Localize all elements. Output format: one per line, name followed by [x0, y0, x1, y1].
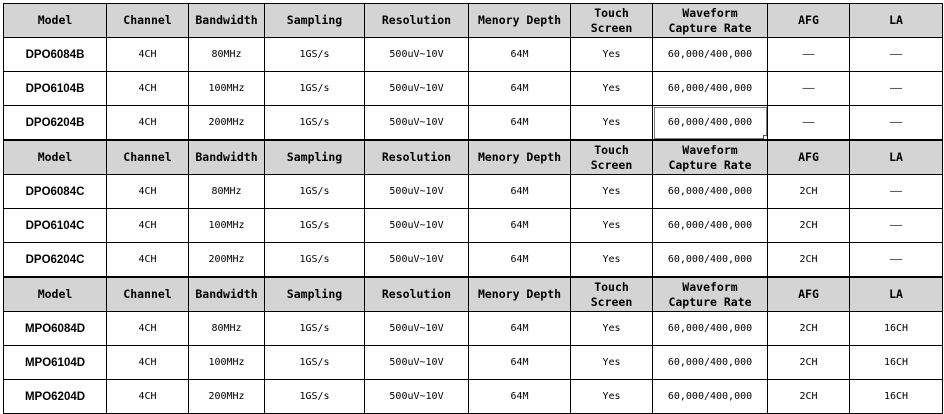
cell-channel[interactable] — [107, 72, 189, 106]
header-label: AFG — [798, 287, 819, 301]
cell-value: 4CH — [138, 49, 157, 60]
fill-handle[interactable] — [763, 135, 768, 140]
header-label: LA — [889, 150, 903, 164]
header-label: Channel — [123, 13, 172, 27]
header-touch-screen[interactable] — [571, 140, 653, 175]
cell-la[interactable] — [850, 38, 943, 72]
cell-value: 1GS/s — [299, 220, 330, 231]
cell-value: Yes — [602, 83, 621, 94]
cell-la[interactable] — [850, 346, 943, 380]
header-model[interactable] — [4, 4, 107, 38]
cell-touch-screen[interactable] — [571, 380, 653, 414]
cell-afg[interactable] — [768, 72, 850, 106]
header-channel[interactable] — [107, 4, 189, 38]
cell-value: MPO6204D — [24, 390, 86, 403]
cell-value: 1GS/s — [299, 186, 330, 197]
cell-touch-screen[interactable] — [571, 175, 653, 209]
header-label: Screen — [590, 20, 633, 35]
header-label: Channel — [123, 287, 172, 301]
cell-la[interactable] — [850, 380, 943, 414]
cell-value: 2CH — [799, 220, 818, 231]
cell-value: —— — [802, 83, 815, 94]
cell-sampling[interactable] — [265, 106, 365, 141]
cell-memory-depth[interactable] — [469, 72, 571, 106]
cell-value: 4CH — [138, 117, 157, 128]
header-afg[interactable] — [768, 4, 850, 38]
cell-value: 64M — [510, 254, 529, 265]
cell-value: 200MHz — [208, 254, 245, 265]
cell-capture-rate[interactable] — [653, 38, 768, 72]
cell-value: 1GS/s — [299, 49, 330, 60]
cell-value: 500uV~10V — [389, 220, 444, 231]
cell-channel[interactable] — [107, 243, 189, 278]
table-row — [4, 312, 943, 346]
header-label: Capture Rate — [668, 157, 752, 172]
cell-bandwidth[interactable] — [189, 346, 265, 380]
cell-value: 64M — [510, 83, 529, 94]
cell-value: 80MHz — [211, 323, 242, 334]
cell-value: 100MHz — [208, 220, 245, 231]
cell-value: 2CH — [799, 254, 818, 265]
cell-model[interactable] — [4, 312, 107, 346]
header-label: Bandwidth — [195, 287, 258, 301]
header-label: Screen — [590, 294, 633, 309]
header-afg[interactable] — [768, 140, 850, 175]
header-model[interactable] — [4, 277, 107, 312]
cell-channel[interactable] — [107, 106, 189, 141]
header-label: Sampling — [286, 13, 343, 27]
cell-la[interactable] — [850, 72, 943, 106]
cell-value: 64M — [510, 323, 529, 334]
cell-value: 500uV~10V — [389, 357, 444, 368]
cell-capture-rate[interactable] — [653, 175, 768, 209]
cell-sampling[interactable] — [265, 346, 365, 380]
cell-value: 64M — [510, 391, 529, 402]
cell-value: —— — [802, 117, 815, 128]
header-label: Menory Depth — [477, 13, 562, 27]
header-label: Touch — [594, 142, 629, 157]
header-label: Screen — [590, 157, 633, 172]
cell-value: 80MHz — [211, 49, 242, 60]
cell-value: 500uV~10V — [389, 323, 444, 334]
cell-value: 2CH — [799, 323, 818, 334]
cell-touch-screen[interactable] — [571, 312, 653, 346]
cell-value: 60,000/400,000 — [667, 49, 753, 60]
cell-value: 80MHz — [211, 186, 242, 197]
header-label: Resolution — [381, 13, 452, 27]
cell-capture-rate[interactable] — [653, 312, 768, 346]
cell-value: —— — [802, 49, 815, 60]
cell-memory-depth[interactable] — [469, 175, 571, 209]
cell-touch-screen[interactable] — [571, 243, 653, 278]
header-label: Waveform — [682, 279, 738, 294]
cell-model[interactable] — [4, 380, 107, 414]
cell-model[interactable] — [4, 72, 107, 106]
header-label: Bandwidth — [195, 150, 258, 164]
cell-channel[interactable] — [107, 175, 189, 209]
cell-la[interactable] — [850, 209, 943, 243]
cell-value: MPO6084D — [24, 322, 86, 335]
header-capture-rate[interactable] — [653, 4, 768, 38]
cell-model[interactable] — [4, 346, 107, 380]
cell-value: DPO6104C — [25, 219, 85, 232]
header-sampling[interactable] — [265, 277, 365, 312]
header-channel[interactable] — [107, 140, 189, 175]
cell-value: —— — [889, 117, 903, 128]
cell-value: 500uV~10V — [389, 254, 444, 265]
cell-sampling[interactable] — [265, 243, 365, 278]
cell-value: 200MHz — [208, 391, 245, 402]
cell-model[interactable] — [4, 175, 107, 209]
cell-model[interactable] — [4, 243, 107, 278]
cell-resolution[interactable] — [365, 209, 469, 243]
cell-capture-rate[interactable] — [653, 72, 768, 106]
cell-capture-rate[interactable] — [653, 209, 768, 243]
header-la[interactable] — [850, 277, 943, 312]
cell-bandwidth[interactable] — [189, 243, 265, 278]
cell-value: 200MHz — [208, 117, 245, 128]
header-label: LA — [889, 13, 903, 27]
cell-sampling[interactable] — [265, 72, 365, 106]
header-la[interactable] — [850, 140, 943, 175]
cell-afg[interactable] — [768, 106, 850, 141]
cell-afg[interactable] — [768, 346, 850, 380]
cell-value: DPO6204C — [25, 253, 85, 266]
cell-channel[interactable] — [107, 38, 189, 72]
cell-value: 60,000/400,000 — [667, 117, 753, 128]
cell-value: DPO6104B — [25, 82, 85, 95]
cell-value: 1GS/s — [299, 357, 330, 368]
cell-bandwidth[interactable] — [189, 106, 265, 141]
cell-resolution[interactable] — [365, 380, 469, 414]
cell-value: 2CH — [799, 391, 818, 402]
cell-value: 1GS/s — [299, 83, 330, 94]
header-memory-depth[interactable] — [469, 140, 571, 175]
cell-value: Yes — [602, 254, 621, 265]
cell-capture-rate[interactable] — [653, 106, 768, 141]
cell-value: Yes — [602, 220, 621, 231]
cell-value: 1GS/s — [299, 117, 330, 128]
cell-bandwidth[interactable] — [189, 380, 265, 414]
cell-value: 500uV~10V — [389, 186, 444, 197]
cell-resolution[interactable] — [365, 72, 469, 106]
cell-channel[interactable] — [107, 312, 189, 346]
cell-memory-depth[interactable] — [469, 106, 571, 141]
cell-bandwidth[interactable] — [189, 72, 265, 106]
cell-bandwidth[interactable] — [189, 38, 265, 72]
header-label: Sampling — [286, 287, 343, 301]
cell-value: 60,000/400,000 — [667, 254, 753, 265]
table-row — [4, 243, 943, 278]
cell-value: 2CH — [799, 186, 818, 197]
cell-channel[interactable] — [107, 380, 189, 414]
cell-value: 2CH — [799, 357, 818, 368]
header-touch-screen[interactable] — [571, 277, 653, 312]
cell-value: 4CH — [138, 186, 157, 197]
header-label: Model — [37, 150, 73, 164]
header-label: AFG — [798, 13, 819, 27]
cell-value: 16CH — [883, 357, 909, 368]
header-resolution[interactable] — [365, 277, 469, 312]
cell-sampling[interactable] — [265, 209, 365, 243]
header-label: Resolution — [381, 150, 452, 164]
cell-memory-depth[interactable] — [469, 243, 571, 278]
cell-model[interactable] — [4, 106, 107, 141]
cell-afg[interactable] — [768, 38, 850, 72]
cell-afg[interactable] — [768, 380, 850, 414]
cell-value: 100MHz — [208, 357, 245, 368]
cell-model[interactable] — [4, 209, 107, 243]
cell-capture-rate[interactable] — [653, 380, 768, 414]
cell-value: 60,000/400,000 — [667, 357, 753, 368]
table-row — [4, 175, 943, 209]
cell-touch-screen[interactable] — [571, 38, 653, 72]
cell-memory-depth[interactable] — [469, 38, 571, 72]
cell-sampling[interactable] — [265, 312, 365, 346]
cell-sampling[interactable] — [265, 38, 365, 72]
header-label: LA — [889, 287, 903, 301]
header-memory-depth[interactable] — [469, 277, 571, 312]
header-label: Touch — [594, 279, 629, 294]
cell-value: 4CH — [138, 220, 157, 231]
header-resolution[interactable] — [365, 140, 469, 175]
table-row — [4, 346, 943, 380]
cell-memory-depth[interactable] — [469, 209, 571, 243]
cell-value: 4CH — [138, 83, 157, 94]
cell-value: 500uV~10V — [389, 49, 444, 60]
spec-table — [3, 3, 943, 414]
header-label: Capture Rate — [668, 294, 752, 309]
cell-resolution[interactable] — [365, 243, 469, 278]
cell-la[interactable] — [850, 106, 943, 141]
cell-resolution[interactable] — [365, 106, 469, 141]
header-label: Resolution — [381, 287, 452, 301]
cell-value: 64M — [510, 186, 529, 197]
cell-afg[interactable] — [768, 175, 850, 209]
cell-touch-screen[interactable] — [571, 72, 653, 106]
cell-value: 60,000/400,000 — [667, 186, 753, 197]
cell-value: 100MHz — [208, 83, 245, 94]
header-label: Bandwidth — [195, 13, 258, 27]
cell-value: 4CH — [138, 254, 157, 265]
header-label: Channel — [123, 150, 172, 164]
cell-afg[interactable] — [768, 209, 850, 243]
cell-value: 1GS/s — [299, 323, 330, 334]
cell-resolution[interactable] — [365, 346, 469, 380]
cell-value: Yes — [602, 391, 621, 402]
cell-value: 1GS/s — [299, 391, 330, 402]
header-resolution[interactable] — [365, 4, 469, 38]
cell-value: 1GS/s — [299, 254, 330, 265]
header-label: Menory Depth — [477, 150, 562, 164]
header-label: Model — [37, 287, 73, 301]
cell-value: Yes — [602, 186, 621, 197]
cell-value: 64M — [510, 357, 529, 368]
cell-resolution[interactable] — [365, 312, 469, 346]
table-row — [4, 209, 943, 243]
cell-value: MPO6104D — [24, 356, 86, 369]
header-sampling[interactable] — [265, 4, 365, 38]
cell-value: Yes — [602, 323, 621, 334]
header-row — [4, 277, 943, 312]
header-sampling[interactable] — [265, 140, 365, 175]
cell-value: 60,000/400,000 — [667, 391, 753, 402]
spec-table-body — [4, 4, 943, 414]
cell-value: 4CH — [138, 323, 157, 334]
header-row — [4, 4, 943, 38]
header-capture-rate[interactable] — [653, 277, 768, 312]
cell-value: Yes — [602, 357, 621, 368]
cell-value: —— — [889, 83, 903, 94]
cell-touch-screen[interactable] — [571, 209, 653, 243]
header-bandwidth[interactable] — [189, 4, 265, 38]
cell-value: DPO6084B — [25, 48, 85, 61]
cell-bandwidth[interactable] — [189, 175, 265, 209]
cell-memory-depth[interactable] — [469, 380, 571, 414]
header-label: Sampling — [286, 150, 343, 164]
cell-sampling[interactable] — [265, 175, 365, 209]
cell-value: 4CH — [138, 391, 157, 402]
cell-capture-rate[interactable] — [653, 346, 768, 380]
cell-value: 500uV~10V — [389, 83, 444, 94]
cell-value: 60,000/400,000 — [667, 83, 753, 94]
header-label: Menory Depth — [477, 287, 562, 301]
header-memory-depth[interactable] — [469, 4, 571, 38]
cell-afg[interactable] — [768, 312, 850, 346]
cell-value: 500uV~10V — [389, 117, 444, 128]
cell-touch-screen[interactable] — [571, 346, 653, 380]
header-bandwidth[interactable] — [189, 277, 265, 312]
table-row — [4, 106, 943, 141]
cell-capture-rate[interactable] — [653, 243, 768, 278]
cell-value: 16CH — [883, 323, 909, 334]
header-label: Model — [37, 13, 73, 27]
header-model[interactable] — [4, 140, 107, 175]
cell-value: —— — [889, 186, 903, 197]
cell-model[interactable] — [4, 38, 107, 72]
cell-channel[interactable] — [107, 209, 189, 243]
header-afg[interactable] — [768, 277, 850, 312]
cell-value: Yes — [602, 117, 621, 128]
cell-touch-screen[interactable] — [571, 106, 653, 141]
cell-value: 64M — [510, 117, 529, 128]
cell-value: 60,000/400,000 — [667, 220, 753, 231]
cell-value: —— — [889, 49, 903, 60]
cell-memory-depth[interactable] — [469, 346, 571, 380]
cell-value: DPO6084C — [25, 185, 85, 198]
table-row — [4, 72, 943, 106]
header-touch-screen[interactable] — [571, 4, 653, 38]
cell-value: 500uV~10V — [389, 391, 444, 402]
cell-bandwidth[interactable] — [189, 312, 265, 346]
cell-value: Yes — [602, 49, 621, 60]
cell-la[interactable] — [850, 175, 943, 209]
header-label: AFG — [798, 150, 819, 164]
header-label: Waveform — [682, 142, 738, 157]
cell-value: 60,000/400,000 — [667, 323, 753, 334]
cell-resolution[interactable] — [365, 175, 469, 209]
cell-bandwidth[interactable] — [189, 209, 265, 243]
cell-value: 4CH — [138, 357, 157, 368]
header-label: Waveform — [682, 5, 738, 20]
cell-la[interactable] — [850, 243, 943, 278]
header-bandwidth[interactable] — [189, 140, 265, 175]
table-row — [4, 38, 943, 72]
header-label: Capture Rate — [668, 20, 752, 35]
table-row — [4, 380, 943, 414]
cell-afg[interactable] — [768, 243, 850, 278]
cell-resolution[interactable] — [365, 38, 469, 72]
cell-value: DPO6204B — [25, 116, 85, 129]
cell-value: 16CH — [883, 391, 909, 402]
cell-channel[interactable] — [107, 346, 189, 380]
header-label: Touch — [594, 5, 629, 20]
header-la[interactable] — [850, 4, 943, 38]
cell-value: 64M — [510, 220, 529, 231]
cell-sampling[interactable] — [265, 380, 365, 414]
header-row — [4, 140, 943, 175]
cell-memory-depth[interactable] — [469, 312, 571, 346]
cell-la[interactable] — [850, 312, 943, 346]
cell-value: 64M — [510, 49, 529, 60]
header-capture-rate[interactable] — [653, 140, 768, 175]
header-channel[interactable] — [107, 277, 189, 312]
cell-value: —— — [889, 254, 903, 265]
cell-value: —— — [889, 220, 903, 231]
